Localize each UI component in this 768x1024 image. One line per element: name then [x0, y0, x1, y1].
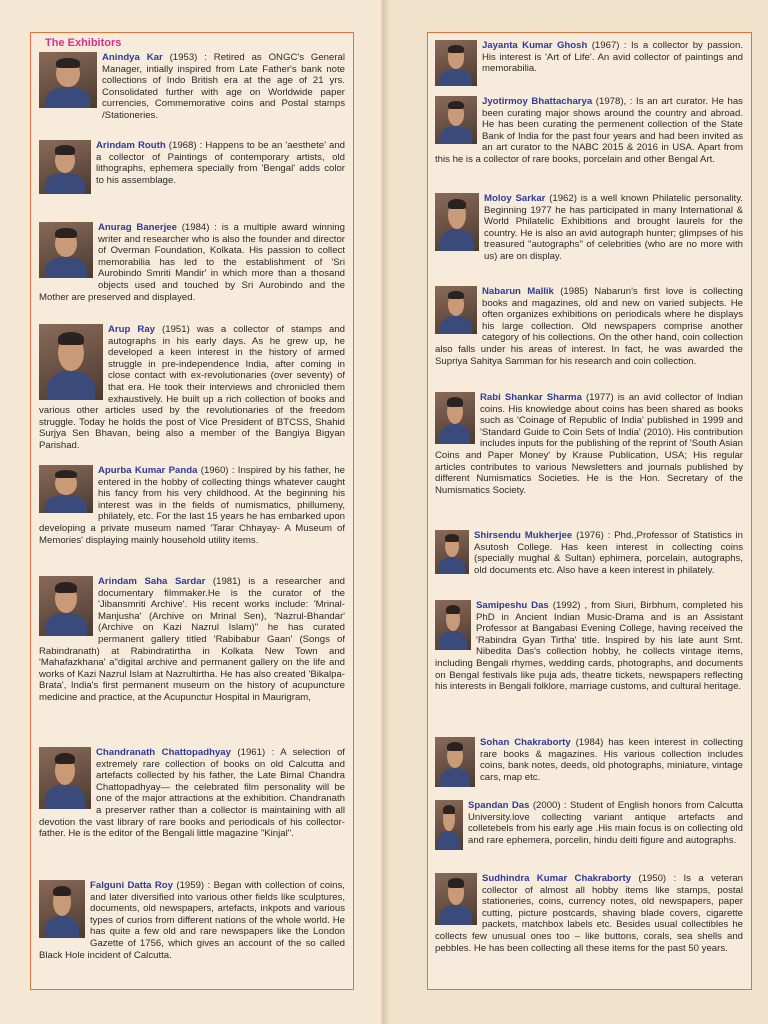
exhibitor-bio: is an avid collector of Indian coins. His knowledge about coins has been shared as books such as 'Coinage of Republic of India' published in 1999 and 'Standard Guide to Coin Sets of India' (2010). His contribution includes inputs for the publishing of the reprint of 'South Asian Coins and Paper Money' by Krause Publication, USA; His regular articles contributes to various Newsletters and journals published by different Numismatics Societies. He is the Hon. Secretary of the Numismatics Society.	[435, 392, 743, 496]
exhibitor-name: Nabarun Mallik	[482, 286, 554, 297]
exhibitor-photo	[39, 324, 103, 400]
exhibitor-year: (1992)	[548, 600, 581, 611]
exhibitor-name: Anindya Kar	[102, 52, 163, 63]
exhibitor-year: (1977)	[581, 392, 614, 403]
exhibitor-bio: is a researcher and documentary filmmaker.He is the curator of the 'Jibansmriti Archive'. His recent works include: 'Mrinal-Manjusha' (Archive on Mrinal Sen), 'Nazrul-Bhandar' (Archive on Kazi Nazrul Islam)" he has curated permanent gallery titled 'Rabibabur Gaan' (Songs of Rabindranath) at Rabindratirtha in Kolkata New Town and 'Mahafazkhana' a"digital archive and permanent gallery on the life and works of Kazi Nazrul Islam at Nazrultirtha. He has also created 'Bikalpa-Brata', India's first permanent museum on the history of acupuncture medicine and practice, at the Acupunctur Hospital in Maurigram,	[39, 576, 345, 703]
exhibitor-name: Apurba Kumar Panda	[98, 465, 198, 476]
exhibitor-photo	[39, 465, 93, 513]
exhibitor-year: (1984)	[176, 222, 210, 233]
exhibitor-photo	[435, 800, 463, 850]
exhibitor-photo	[39, 52, 97, 108]
exhibitor-name: Chandranath Chattopadhyay	[96, 747, 231, 758]
exhibitor-photo	[435, 193, 479, 251]
exhibitor-photo	[39, 576, 93, 636]
exhibitor-photo	[39, 747, 91, 809]
exhibitor-bio: has keen interest in collecting rare books & magazines. His various collection includes coins, bank notes, deeds, old photographs, miniature, vintage cars, map etc.	[480, 737, 743, 783]
exhibitor-photo	[435, 600, 471, 650]
exhibitor-year: (1976)	[572, 530, 604, 541]
exhibitor-name: Sudhindra Kumar Chakraborty	[482, 873, 632, 884]
exhibitor-entry	[435, 873, 743, 981]
exhibitor-photo	[39, 140, 91, 194]
exhibitor-year: (2000)	[529, 800, 561, 811]
exhibitor-entry	[39, 140, 345, 204]
exhibitor-year: (1961)	[230, 747, 266, 758]
exhibitor-bio: was a collector of stamps and autographs in his early days. As he grew up, he developed a keen interest in the history of armed struggle in pre-independence India, after coming in close contact with ex-revolutionaries (over seventy) of that era. He took their interviews and chronicled them exhaustively. He built up a rich collection of books and various other articles used by the revolutionaries of the freedom struggle. Today he holds the post of Vice President of BTCSS, Shahid Surjya Sen Bhavan, being also a member of the Bangiya Bigyan Parishad.	[39, 324, 345, 451]
exhibitor-entry	[435, 392, 743, 520]
exhibitor-year: (1967)	[587, 40, 620, 51]
exhibitor-bio: : Inspired by his father, he entered in the hobby of collecting things whatever caught his fancy from his very childhood. At the beginning his interest was in the fields of numismatics, phillumeny, philately, etc. For the last 15 years he has embarked upon developing a private museum named 'Tarar Chhayay- A Museum of Memories' displaying mainly household utility items.	[39, 465, 345, 546]
exhibitor-name: Arindam Saha Sardar	[98, 576, 206, 587]
exhibitor-entry	[435, 737, 743, 795]
exhibitor-photo	[435, 530, 469, 574]
exhibitor-entry	[39, 465, 345, 569]
exhibitor-year: (1981)	[205, 576, 241, 587]
exhibitor-bio: : Is a veteran collector of almost all hobby items like stamps, postal stationeries, coins, currency notes, old newspapers, paper cutting, picture postcards, shaving blade covers, cigarette packets, matchbox labels etc. Besides usual collectibles he collects few unusual ones too – like buttons, corals, sea shells and pebbles. He has been collecting all these items for the past 50 years.	[435, 873, 743, 954]
exhibitor-entry	[435, 193, 743, 283]
page-fold	[380, 0, 390, 1024]
exhibitor-year: (1960)	[197, 465, 229, 476]
exhibitor-name: Rabi Shankar Sharma	[480, 392, 582, 403]
exhibitor-bio: is a well known Philatelic personality. Beginning 1977 he has participated in many International & World Philatelic Exhibitions and brought laurels for the country. He is also an avid autograph hunter; glimpses of his treasured "autographs" of celebrities (who are no more with us) are on display.	[484, 193, 743, 262]
exhibitor-year: (1984)	[570, 737, 604, 748]
exhibitor-bio: : Phd.,Professor of Statistics in Asutosh College. Has keen interest in collecting coins (specially mughal & Sultan) ephimera, porcelain, autographs, old documents etc. Also have a keen interest in philately.	[474, 530, 743, 576]
exhibitor-photo	[435, 737, 475, 787]
exhibitor-bio: : Retired as ONGC's General Manager, intially inspired from Late Father's bank note collections of Indo British era at the age of 21 yrs. Consolidated further with age on Worldwide paper currencies, Commemorative coins and Postal stamps /Stationeries.	[102, 52, 345, 121]
exhibitor-entry	[39, 576, 345, 732]
exhibitor-bio: : Student of English honors from Calcutta University.love collecting variant antique artefacts and colletebels from his early age .His main focus is on collecting old and rare ephemera, porcelin, hindu deiti figure and autographs.	[468, 800, 743, 846]
exhibitor-photo	[435, 40, 477, 86]
exhibitor-name: Arindam Routh	[96, 140, 166, 151]
exhibitor-name: Sohan Chakraborty	[480, 737, 571, 748]
exhibitor-bio: : A selection of extremely rare collection of books on old Calcutta and artefacts collected by his father, the Late Bimal Chandra Chattopadhyay— the celebrated film personality will be one of the major attractions at the exhibition. Chandranath a preserver rather than a collector is maintaining with all devotion the vast library of rare books and periodicals of his collector-father. He is the editor of the Bengali little magazine "Kinjal".	[39, 747, 345, 840]
exhibitor-entry	[39, 222, 345, 314]
exhibitor-bio: : is a multiple award winning writer and researcher who is also the founder and director of Overman Foundation, Kolkata. His passion to collect memorabilia has led to the establishment of 'Sri Aurobindo Smriti Mandir' in which more than a thosand objects used and touched by Sri Aurobindo and the Mother are preserved and displayed.	[39, 222, 345, 303]
exhibitor-year: (1953)	[162, 52, 198, 63]
exhibitor-name: Anurag Banerjee	[98, 222, 177, 233]
exhibitor-photo	[435, 873, 477, 925]
exhibitor-bio: : Happens to be an 'aesthete' and a collector of Paintings of contemporary artists, old lithographs, ephemera specially from 'Bengal' adds color to his assemblage.	[96, 140, 345, 186]
exhibitor-entry	[39, 52, 345, 132]
exhibitor-entry	[435, 286, 743, 388]
exhibitor-name: Jayanta Kumar Ghosh	[482, 40, 588, 51]
exhibitor-entry	[435, 530, 743, 594]
exhibitor-name: Spandan Das	[468, 800, 530, 811]
exhibitor-photo	[435, 286, 477, 334]
exhibitor-entry	[39, 324, 345, 458]
exhibitor-year: (1962)	[545, 193, 577, 204]
exhibitor-bio: , from Siuri, Birbhum, completed his PhD in Ancient Indian Music-Drama and is an Assistant Professor at Bangabasi Evening College, having received the 'Rabindra Gyan Tirtha' title. Inspired by his late aunt Smt. Nibedita Das's collection hobby, he collects vintage items, including Bengali rhymes, wedding cards, photographs, and documents on Bengal festivals like puja ads, theatre tickets, newspapers reflecting his interests in Bengali folklore, marriage customs, and cultural heritage.	[435, 600, 743, 693]
exhibitor-entry	[435, 96, 743, 186]
exhibitor-year: (1950)	[631, 873, 667, 884]
exhibitor-photo	[39, 880, 85, 938]
exhibitor-entry	[435, 600, 743, 730]
exhibitor-entry	[39, 880, 345, 980]
exhibitor-year: (1985)	[553, 286, 588, 297]
exhibitor-entry	[39, 747, 345, 871]
exhibitor-year: (1968)	[165, 140, 197, 151]
exhibitor-photo	[39, 222, 93, 278]
exhibitor-entry	[435, 40, 743, 92]
exhibitor-name: Falguni Datta Roy	[90, 880, 173, 891]
exhibitor-year: (1978),	[592, 96, 627, 107]
exhibitor-name: Jyotirmoy Bhattacharya	[482, 96, 593, 107]
exhibitor-photo	[435, 96, 477, 144]
exhibitor-name: Arup Ray	[108, 324, 156, 335]
exhibitor-name: Shirsendu Mukherjee	[474, 530, 573, 541]
exhibitor-name: Samipeshu Das	[476, 600, 549, 611]
exhibitor-bio: Nabarun's first love is collecting books and magazines, old and new on varied subjects. He often organizes exhibitions on periodicals where he displays his large collection. Old newspapers comprise another category of his collections. On the other hand, coin collection also falls under his areas of interest. In fact, he was awarded the Supriya Sahitya Samman for his research and coin collection.	[435, 286, 743, 367]
exhibitor-photo	[435, 392, 475, 444]
exhibitor-bio: : Began with collection of coins, and later diversified into various other fields like sculptures, documents, old newspapers, artefacts, inkpots and various types of curios from different nations of the whole world. He has quite a few old and rare newspapers like the London Gazette of 1756, which gives an account of the so called Black Hole incident of Calcutta.	[39, 880, 345, 961]
exhibitor-year: (1959)	[173, 880, 205, 891]
exhibitor-entry	[435, 800, 743, 866]
exhibitor-year: (1951)	[155, 324, 190, 335]
exhibitor-bio: : Is a collector by passion. His interest is 'Art of Life'. An avid collector of paintings and memorabilia.	[482, 40, 743, 75]
exhibitor-bio: : Is an art curator. He has been curating major shows around the country and abroad. He has been curating the permenent collection of the State Bank of India for the past four years and had been invited as an art curator to the NABC 2015 & 2016 in USA. Apart from this he is a collector of rare books, porcelain and other Bengal Art.	[435, 96, 743, 165]
section-heading: The Exhibitors	[45, 37, 122, 49]
exhibitor-name: Moloy Sarkar	[484, 193, 546, 204]
